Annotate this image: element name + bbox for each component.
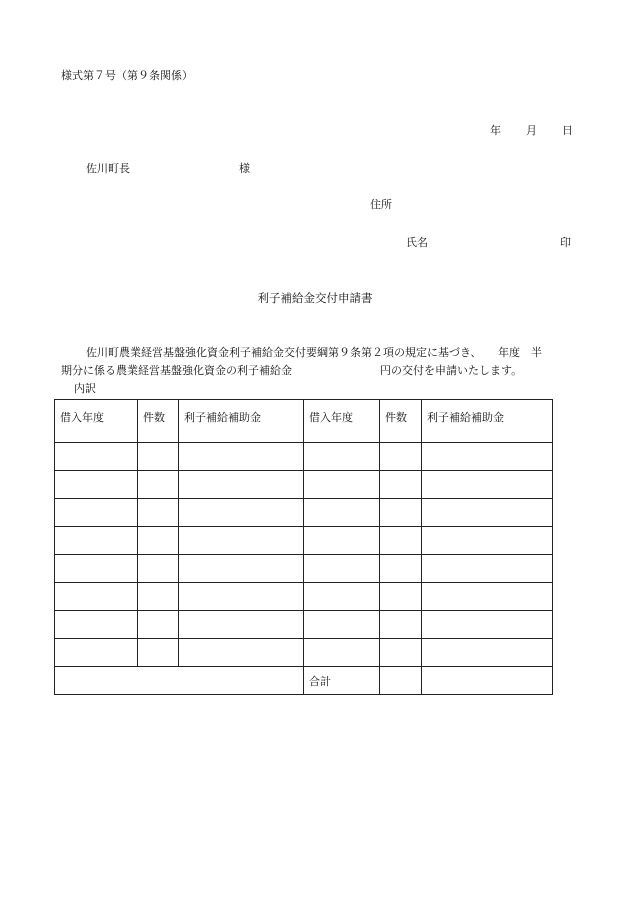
body-text-line-1: 佐川町農業経営基盤強化資金利子補給金交付要綱第９条第２項の規定に基づき、 年度 半 bbox=[86, 346, 543, 359]
table-cell[interactable] bbox=[380, 499, 422, 527]
table-cell[interactable] bbox=[380, 611, 422, 639]
table-row bbox=[55, 443, 553, 471]
table-cell[interactable] bbox=[380, 583, 422, 611]
table-cell[interactable] bbox=[138, 527, 179, 555]
table-cell[interactable] bbox=[179, 611, 304, 639]
date-month-field[interactable]: 月 bbox=[526, 124, 537, 137]
table-cell[interactable] bbox=[179, 527, 304, 555]
total-label: 合計 bbox=[304, 667, 380, 695]
table-cell[interactable] bbox=[179, 471, 304, 499]
table-cell[interactable] bbox=[138, 611, 179, 639]
date-year-field[interactable]: 年 bbox=[490, 124, 501, 137]
table-cell[interactable] bbox=[304, 499, 380, 527]
table-row bbox=[55, 639, 553, 667]
table-row bbox=[55, 611, 553, 639]
table-cell[interactable] bbox=[422, 443, 553, 471]
column-header-count: 件数 bbox=[138, 400, 179, 443]
column-header-subsidy: 利子補給補助金 bbox=[179, 400, 304, 443]
seal-mark: 印 bbox=[560, 236, 571, 249]
applicant-name-field[interactable]: 氏名 bbox=[406, 236, 428, 249]
total-row bbox=[55, 667, 553, 695]
table-cell[interactable] bbox=[138, 639, 179, 667]
table-cell[interactable] bbox=[422, 611, 553, 639]
table-row bbox=[55, 527, 553, 555]
table-cell[interactable] bbox=[55, 555, 138, 583]
table-cell[interactable] bbox=[55, 499, 138, 527]
table-cell[interactable] bbox=[138, 583, 179, 611]
table-row bbox=[55, 471, 553, 499]
table-cell[interactable] bbox=[304, 555, 380, 583]
date-day-field[interactable]: 日 bbox=[562, 124, 573, 137]
table-cell[interactable] bbox=[422, 471, 553, 499]
table-cell[interactable] bbox=[138, 555, 179, 583]
table-cell[interactable] bbox=[304, 583, 380, 611]
table-header-row bbox=[55, 400, 553, 443]
table-cell[interactable] bbox=[304, 611, 380, 639]
table-cell[interactable] bbox=[179, 583, 304, 611]
column-header-subsidy-2: 利子補給補助金 bbox=[422, 400, 553, 443]
table-cell[interactable] bbox=[55, 527, 138, 555]
column-header-loan-year-2: 借入年度 bbox=[304, 400, 380, 443]
table-cell[interactable] bbox=[422, 583, 553, 611]
table-cell[interactable] bbox=[304, 471, 380, 499]
table-cell[interactable] bbox=[422, 639, 553, 667]
table-cell[interactable] bbox=[55, 583, 138, 611]
document-title: 利子補給金交付申請書 bbox=[257, 291, 373, 305]
table-row bbox=[55, 499, 553, 527]
table-cell[interactable] bbox=[55, 611, 138, 639]
form-number: 様式第７号（第９条関係） bbox=[61, 69, 193, 82]
table-cell[interactable] bbox=[55, 639, 138, 667]
table-cell[interactable] bbox=[304, 527, 380, 555]
breakdown-label: 内訳 bbox=[74, 382, 96, 395]
table-cell[interactable] bbox=[422, 499, 553, 527]
addressee-name: 佐川町長 bbox=[86, 162, 130, 175]
table-cell[interactable] bbox=[138, 499, 179, 527]
table-row bbox=[55, 583, 553, 611]
table-cell[interactable] bbox=[380, 639, 422, 667]
table-cell[interactable] bbox=[55, 471, 138, 499]
applicant-address-field[interactable]: 住所 bbox=[370, 198, 392, 211]
table-cell[interactable] bbox=[380, 471, 422, 499]
total-subsidy-cell[interactable] bbox=[422, 667, 553, 695]
column-header-count-2: 件数 bbox=[380, 400, 422, 443]
table-cell[interactable] bbox=[422, 555, 553, 583]
table-cell[interactable] bbox=[380, 443, 422, 471]
table-cell[interactable] bbox=[55, 443, 138, 471]
table-cell[interactable] bbox=[138, 443, 179, 471]
addressee-honorific: 様 bbox=[239, 162, 250, 175]
table-cell[interactable] bbox=[179, 443, 304, 471]
table-cell[interactable] bbox=[138, 471, 179, 499]
table-cell[interactable] bbox=[304, 443, 380, 471]
table-row bbox=[55, 555, 553, 583]
column-header-loan-year: 借入年度 bbox=[55, 400, 138, 443]
table-cell[interactable] bbox=[179, 639, 304, 667]
table-cell[interactable] bbox=[422, 527, 553, 555]
table-cell[interactable] bbox=[179, 499, 304, 527]
body-text-line-2: 期分に係る農業経営基盤強化資金の利子補給金 円の交付を申請いたします。 bbox=[61, 364, 523, 377]
table-cell[interactable] bbox=[304, 639, 380, 667]
table-cell[interactable] bbox=[380, 527, 422, 555]
total-row-blank bbox=[55, 667, 304, 695]
breakdown-table bbox=[54, 399, 553, 695]
table-cell[interactable] bbox=[179, 555, 304, 583]
table-cell[interactable] bbox=[380, 555, 422, 583]
total-count-cell[interactable] bbox=[380, 667, 422, 695]
